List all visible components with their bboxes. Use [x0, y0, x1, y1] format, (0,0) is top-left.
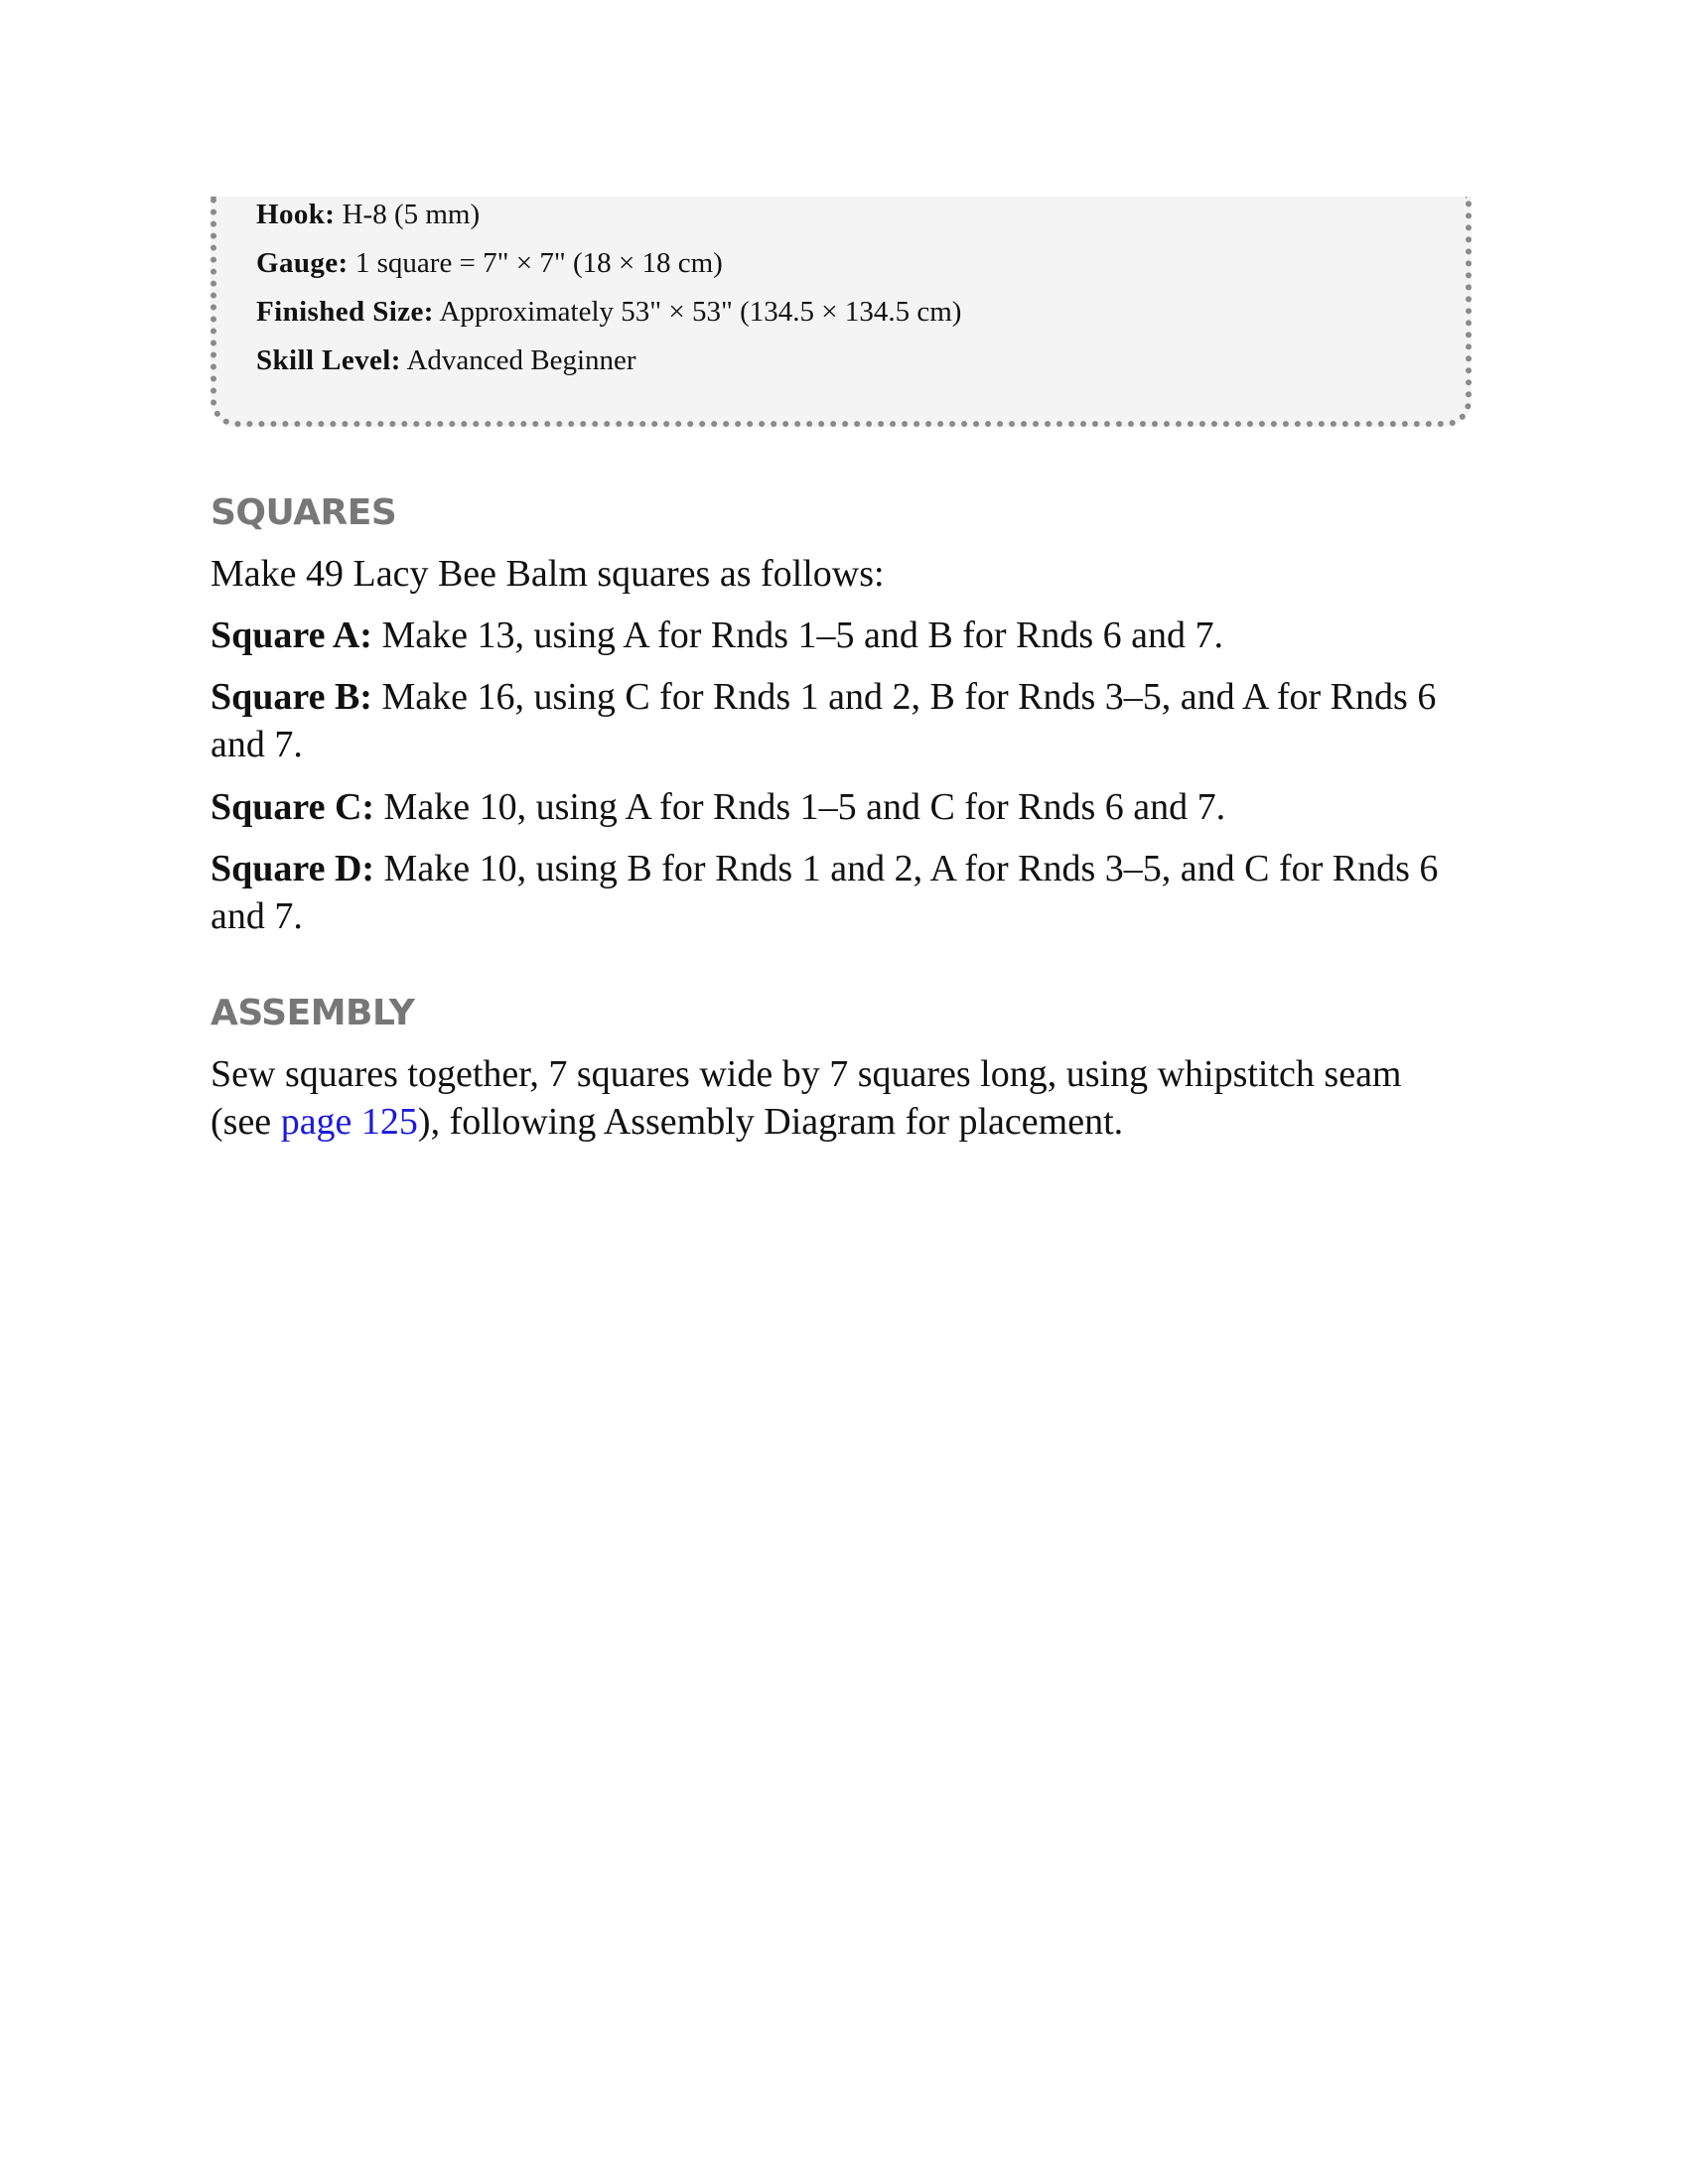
skill-level-value: Advanced Beginner: [406, 344, 636, 376]
square-c-instruction: [211, 783, 1462, 831]
squares-intro: Make 49 Lacy Bee Balm squares as follows:: [211, 553, 885, 595]
hook-line: [256, 197, 480, 232]
skill-level-line: [256, 342, 636, 378]
square-d-text: Make 10, using B for Rnds 1 and 2, A for Rnds 3–5, and C for Rnds 6 and 7.: [211, 848, 1439, 937]
square-d-instruction: [211, 845, 1462, 940]
page-125-link[interactable]: page 125: [280, 1101, 418, 1143]
gauge-label: Gauge:: [256, 247, 349, 279]
squares-heading: SQUARES: [211, 492, 397, 533]
assembly-text-before: Sew squares together, 7 squares wide by 7 squares long, using whipstitch seam (see: [211, 1053, 1402, 1143]
gauge-value: 1 square = 7" × 7" (18 × 18 cm): [354, 247, 723, 279]
finished-size-line: [256, 294, 961, 330]
assembly-heading: ASSEMBLY: [211, 993, 415, 1033]
gauge-line: [256, 245, 723, 281]
square-a-text: Make 13, using A for Rnds 1–5 and B for Rnds 6 and 7.: [381, 614, 1224, 656]
square-a-label: Square A:: [211, 614, 372, 656]
square-c-text: Make 10, using A for Rnds 1–5 and C for Rnds 6 and 7.: [383, 786, 1226, 828]
finished-size-label: Finished Size:: [256, 296, 434, 328]
square-a-instruction: [211, 612, 1462, 659]
square-b-instruction: [211, 673, 1462, 768]
finished-size-value: Approximately 53" × 53" (134.5 × 134.5 cm): [439, 296, 962, 328]
skill-level-label: Skill Level:: [256, 344, 401, 376]
assembly-instruction: [211, 1050, 1462, 1146]
hook-label: Hook:: [256, 199, 336, 230]
square-b-text: Make 16, using C for Rnds 1 and 2, B for Rnds 3–5, and A for Rnds 6 and 7.: [211, 676, 1437, 765]
hook-value: H-8 (5 mm): [342, 199, 481, 230]
materials-box: [211, 197, 1472, 427]
assembly-text-after: ), following Assembly Diagram for placement.: [417, 1101, 1124, 1143]
square-d-label: Square D:: [211, 848, 375, 889]
square-b-label: Square B:: [211, 676, 372, 718]
square-c-label: Square C:: [211, 786, 375, 828]
